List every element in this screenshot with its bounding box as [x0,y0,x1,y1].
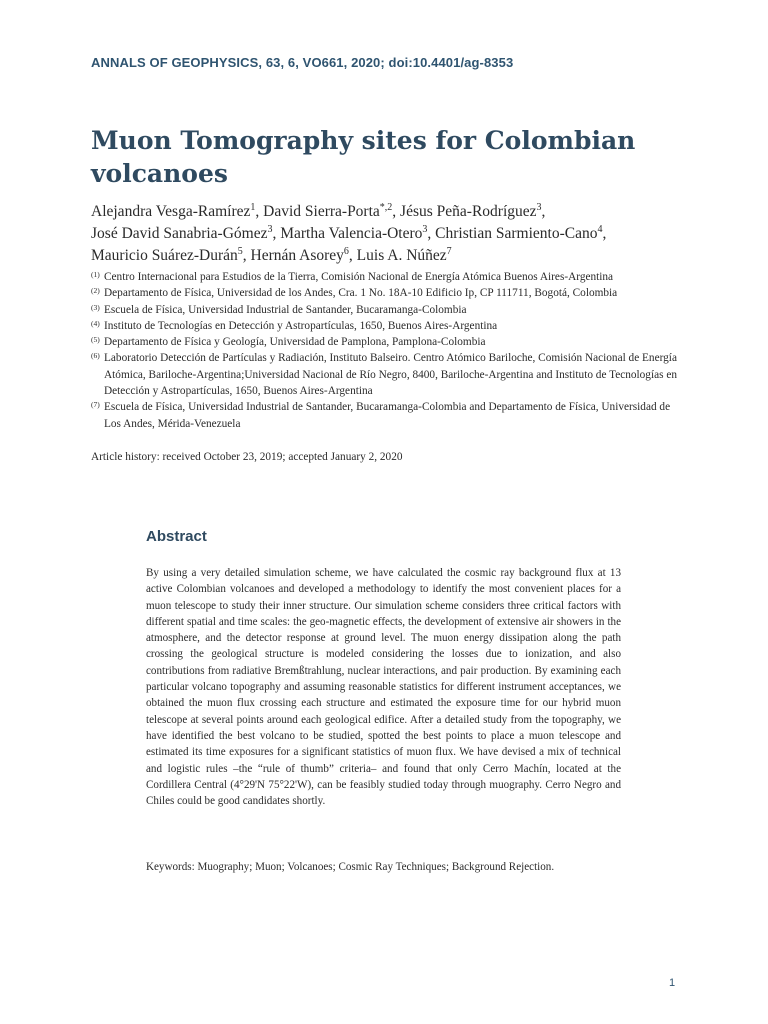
author-affiliation-marker: 4 [597,224,603,236]
affiliation-item [91,318,681,334]
author-name: Christian Sarmiento-Cano [435,225,598,243]
author-affiliation-marker: 6 [343,246,349,258]
affiliation-item [91,285,681,301]
author-name: Hernán Asorey [250,247,344,265]
affiliation-text: Instituto de Tecnologías en Detección y Astropartículas, 1650, Buenos Aires-Argentina [104,319,498,332]
affiliation-text: Escuela de Física, Universidad Industrial de Santander, Bucaramanga-Colombia [104,303,467,316]
affiliation-item [91,269,681,285]
affiliation-item [91,350,681,399]
keywords: Keywords: Muography; Muon; Volcanoes; Cosmic Ray Techniques; Background Rejection. [146,861,555,873]
author-name: Alejandra Vesga-Ramírez [91,203,251,221]
affiliation-text: Departamento de Física y Geología, Universidad de Pamplona, Pamplona-Colombia [104,336,486,349]
author-affiliation-marker: 3 [536,202,542,213]
affiliation-text: Departamento de Física, Universidad de los Andes, Cra. 1 No. 18A-10 Edificio Ip, CP 111711, Bogotá, Colombia [104,287,618,300]
affiliation-text: Centro Internacional para Estudios de la Tierra, Comisión Nacional de Energía Atómica Buenos Aires-Argentina [104,271,614,283]
affiliation-item [91,334,681,350]
affiliation-number: (7) [91,400,100,410]
abstract-heading: Abstract [146,528,207,545]
author-name: José David Sanabria-Gómez [91,225,268,243]
journal-header: ANNALS OF GEOPHYSICS, 63, 6, VO661, 2020; doi:10.4401/ag-8353 [91,55,514,70]
author-affiliation-marker: 3 [267,224,273,236]
author-name: Martha Valencia-Otero [280,225,423,243]
affiliation-number: (5) [91,335,100,345]
author-affiliation-marker: 7 [446,246,452,258]
author-affiliation-marker: 1 [250,202,256,213]
affiliation-list [91,269,681,432]
article-history: Article history: received October 23, 2019; accepted January 2, 2020 [91,451,403,463]
author-affiliation-marker: 3 [422,224,428,236]
author-name: David Sierra-Porta [263,203,380,221]
page-number: 1 [669,977,676,989]
affiliation-number: (6) [91,351,100,361]
affiliation-item [91,302,681,318]
paper-title: Muon Tomography sites for Colombian volcanoes [91,126,636,188]
author-affiliation-marker: *,2 [379,202,393,213]
author-name: Luis A. Núñez [356,247,447,265]
abstract-body: By using a very detailed simulation scheme, we have calculated the cosmic ray background flux at 13 active Colombian volcanoes and developed a methodology to identify the most convenient places for a muon telescope to study their inner structure. Our simulation scheme considers three critical factors with different spatial and time scales: the geo-magnetic effects, the development of extensive air showers in the atmosphere, and the detector response at ground level. The muon energy dissipation along the path crossing the geological structure is modeled considering the losses due to ionization, and also contributions from radiative Bremßtrahlung, nuclear interactions, and pair production. By examining each particular volcano topography and assuming reasonable statistics for different instrument acceptances, we obtained the muon flux crossing each structure and estimated the exposure time for our hybrid muon telescope at several points around each geological edifice. After a detailed study from the topography, we have identified the best volcano to be studied, spotted the best points to place a muon telescope and estimated its time exposures for a significant statistics of muon flux. We have devised a mix of technical and logistic rules –the “rule of thumb” criteria– and found that only Cerro Machín, located at the Cordillera Central (4°29'N 75°22'W), can be feasibly studied today through muography. Cerro Negro and Chiles could be good candidates shortly. [146,567,621,808]
author-name: Jésus Peña-Rodríguez [400,203,537,221]
affiliation-number: (2) [91,286,100,296]
affiliation-text: Laboratorio Detección de Partículas y Radiación, Instituto Balseiro. Centro Atómico Bariloche, Comisión Nacional de Energía Atómica, Bariloche-Argentina;Universidad Nacional de Río Negro, 8400, Bariloche-Argentina and Instituto de Tecnologías en Detección y Astropartículas, 1650, Buenos Aires-Argentina [104,352,677,398]
affiliation-number: (4) [91,318,100,328]
affiliation-number: (1) [91,270,100,279]
author-affiliation-marker: 5 [237,246,243,258]
affiliation-item [91,399,681,432]
author-name: Mauricio Suárez-Durán [91,247,238,265]
author-list: Alejandra Vesga-Ramírez$^1$, David Sierra-Porta$^{*,2}$, Jésus Peña-Rodríguez$^3$, José David Sanabria-Gómez$^3$, Martha Valencia-Otero$^3$, Christian Sarmiento-Cano$^4$, Mauricio Suárez-Durán$^5$, Hernán Asorey$^6$, Luis A. Núñez$^7$ [91,202,607,265]
affiliation-number: (3) [91,302,100,312]
affiliation-text: Escuela de Física, Universidad Industrial de Santander, Bucaramanga-Colombia and Departamento de Física, Universidad de Los Andes, Mérida-Venezuela [104,401,671,430]
